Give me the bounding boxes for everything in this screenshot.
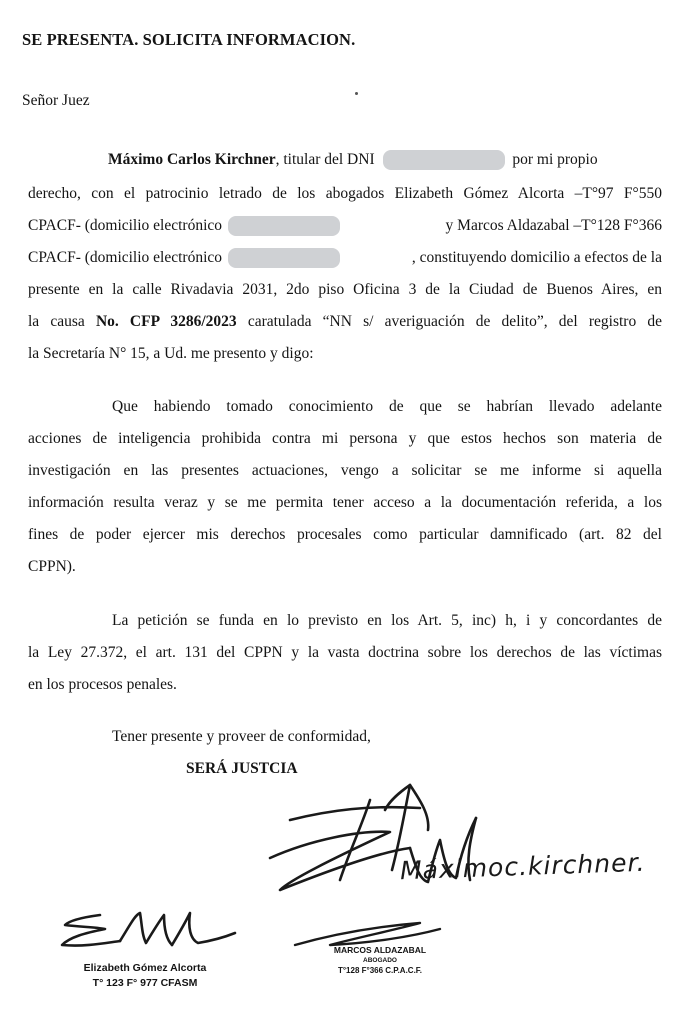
para1-line: Que habiendo tomado conocimiento de que se habrían llevado adelante	[112, 398, 662, 415]
salutation: Señor Juez	[22, 92, 90, 109]
document-heading: SE PRESENTA. SOLICITA INFORMACION.	[22, 30, 356, 49]
intro-line-5: presente en la calle Rivadavia 2031, 2do piso Oficina 3 de la Ciudad de Buenos Aires, en	[28, 281, 662, 298]
redacted-email-1	[228, 216, 340, 236]
intro-line-6: la causa No. CFP 3286/2023 caratulada “NN s/ averiguación de delito”, del registro de	[28, 313, 663, 330]
lawyer1-signature	[60, 905, 240, 970]
intro-line-3: CPACF- (domicilio electrónico y Marcos Aldazabal –T°128 F°366	[28, 216, 662, 236]
para1-line: fines de poder ejercer mis derechos procesales como particular damnificado (art. 82 del	[28, 526, 662, 543]
para1-line: acciones de inteligencia prohibida contra mi persona y que estos hechos son materia de	[28, 430, 662, 447]
intro-line-2: derecho, con el patrocinio letrado de los abogados Elizabeth Gómez Alcorta –T°97 F°550	[28, 185, 662, 202]
petitioner-signature	[270, 770, 650, 915]
closing-formula: Tener presente y proveer de conformidad,	[112, 728, 371, 745]
petitioner-name: Máximo Carlos Kirchner	[108, 151, 276, 168]
redacted-dni	[383, 150, 505, 170]
lawyer1-name: Elizabeth Gómez Alcorta	[83, 962, 207, 974]
lawyer1-registration: T° 123 F° 977 CFASM	[92, 977, 198, 989]
stray-dot	[355, 92, 358, 95]
case-number: No. CFP 3286/2023	[95, 313, 237, 330]
lawyer2-registration: T°128 F°366 C.P.A.C.F.	[337, 966, 423, 975]
redacted-email-2	[228, 248, 340, 268]
intro-line-4: CPACF- (domicilio electrónico , constituyendo domicilio a efectos de la	[28, 248, 662, 268]
para2-line: la Ley 27.372, el art. 131 del CPPN y la vasta doctrina sobre los derechos de las víctimas	[28, 644, 662, 661]
para1-line: investigación en las presentes actuaciones, vengo a solicitar se me informe si aquella	[28, 462, 662, 479]
intro-line-1: Máximo Carlos Kirchner, titular del DNI por mi propio	[28, 150, 662, 170]
para1-line: CPPN).	[28, 558, 76, 575]
lawyer1-stamp	[55, 962, 235, 989]
intro-line-7: la Secretaría N° 15, a Ud. me presento y digo:	[28, 345, 314, 362]
para2-line: en los procesos penales.	[28, 676, 177, 693]
petitioner-signature-text: Máximoc.kirchner.	[399, 847, 646, 886]
lawyer2-stamp	[305, 945, 455, 975]
para2-line: La petición se funda en lo previsto en los Art. 5, inc) h, i y concordantes de	[112, 612, 662, 629]
lawyer2-title: ABOGADO	[363, 957, 397, 964]
para1-line: información resulta veraz y se me permita tener acceso a la documentación referida, a los	[28, 494, 662, 511]
closing-bold: SERÁ JUSTCIA	[186, 760, 298, 777]
lawyer2-name: MARCOS ALDAZABAL	[333, 945, 427, 955]
